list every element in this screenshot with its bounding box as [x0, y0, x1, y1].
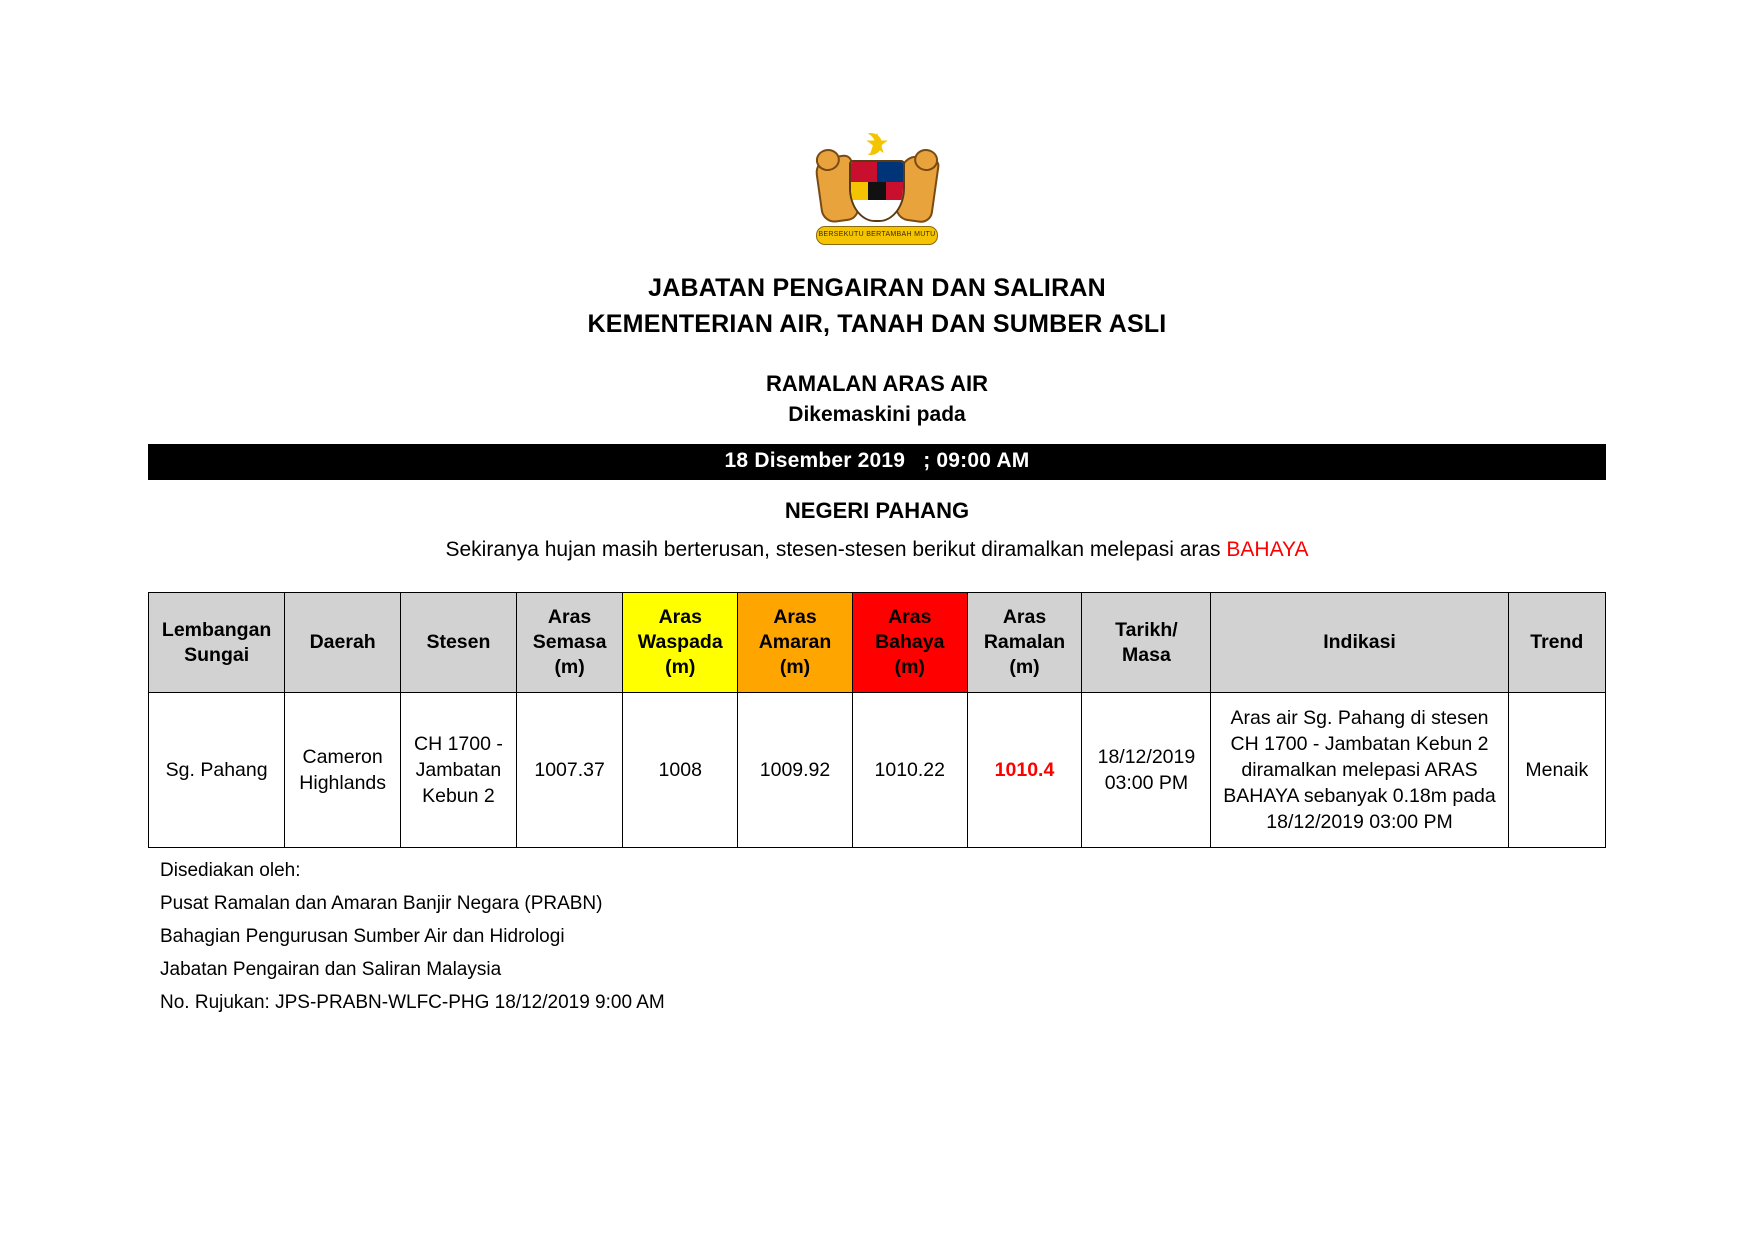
coat-of-arms-icon [812, 130, 942, 245]
cell-aras-semasa: 1007.37 [516, 693, 623, 848]
column-header-tarikh-masa: Tarikh/ Masa [1082, 593, 1211, 693]
footer-line-prepared-by: Disediakan oleh: [160, 860, 301, 881]
forecast-note-danger: BAHAYA [1226, 538, 1309, 561]
column-header-aras-semasa: Aras Semasa (m) [516, 593, 623, 693]
star-icon: ★ [864, 128, 890, 159]
table-header-row [149, 593, 1606, 693]
cell-aras-waspada: 1008 [623, 693, 738, 848]
column-header-aras-waspada: Aras Waspada (m) [623, 593, 738, 693]
forecast-note-text: Sekiranya hujan masih berterusan, stesen-stesen berikut diramalkan melepasi aras [445, 538, 1227, 561]
forecast-note [0, 538, 1754, 562]
motto-ribbon: BERSEKUTU BERTAMBAH MUTU [816, 226, 938, 245]
cell-indikasi: Aras air Sg. Pahang di stesen CH 1700 - Jambatan Kebun 2 diramalkan melepasi ARAS BAHAYA sebanyak 0.18m pada 18/12/2019 03:00 PM [1211, 693, 1508, 848]
cell-aras-ramalan: 1010.4 [967, 693, 1082, 848]
cell-tarikh-masa: 18/12/2019 03:00 PM [1082, 693, 1211, 848]
update-date: 18 Disember 2019 [724, 449, 906, 472]
agency-name-line2: KEMENTERIAN AIR, TANAH DAN SUMBER ASLI [587, 310, 1167, 338]
column-header-aras-bahaya: Aras Bahaya (m) [852, 593, 967, 693]
cell-aras-bahaya: 1010.22 [852, 693, 967, 848]
column-header-trend: Trend [1508, 593, 1605, 693]
update-datetime-bar [148, 444, 1606, 480]
column-header-lembangan-sungai: Lembangan Sungai [149, 593, 285, 693]
footer-line-reference: No. Rujukan: JPS-PRABN-WLFC-PHG 18/12/2019 9:00 AM [160, 992, 665, 1013]
footer-line-division: Bahagian Pengurusan Sumber Air dan Hidrologi [160, 926, 565, 947]
document-subtitle: Dikemaskini pada [788, 403, 966, 426]
document-title: RAMALAN ARAS AIR [765, 371, 989, 396]
water-level-table [148, 592, 1606, 848]
emblem-container [0, 130, 1754, 250]
agency-name-line1: JABATAN PENGAIRAN DAN SALIRAN [648, 274, 1106, 302]
column-header-indikasi: Indikasi [1211, 593, 1508, 693]
footer-block [160, 854, 1606, 1019]
cell-daerah: Cameron Highlands [285, 693, 401, 848]
shield-icon [849, 160, 905, 222]
cell-lembangan-sungai: Sg. Pahang [149, 693, 285, 848]
cell-aras-amaran: 1009.92 [738, 693, 853, 848]
cell-trend: Menaik [1508, 693, 1605, 848]
column-header-aras-ramalan: Aras Ramalan (m) [967, 593, 1082, 693]
cell-stesen: CH 1700 - Jambatan Kebun 2 [401, 693, 517, 848]
update-time: ; 09:00 AM [923, 449, 1030, 472]
column-header-daerah: Daerah [285, 593, 401, 693]
state-name: NEGERI PAHANG [784, 498, 970, 523]
column-header-aras-amaran: Aras Amaran (m) [738, 593, 853, 693]
footer-line-centre: Pusat Ramalan dan Amaran Banjir Negara (PRABN) [160, 893, 603, 914]
column-header-stesen: Stesen [401, 593, 517, 693]
footer-line-department: Jabatan Pengairan dan Saliran Malaysia [160, 959, 502, 980]
table-row [149, 693, 1606, 848]
